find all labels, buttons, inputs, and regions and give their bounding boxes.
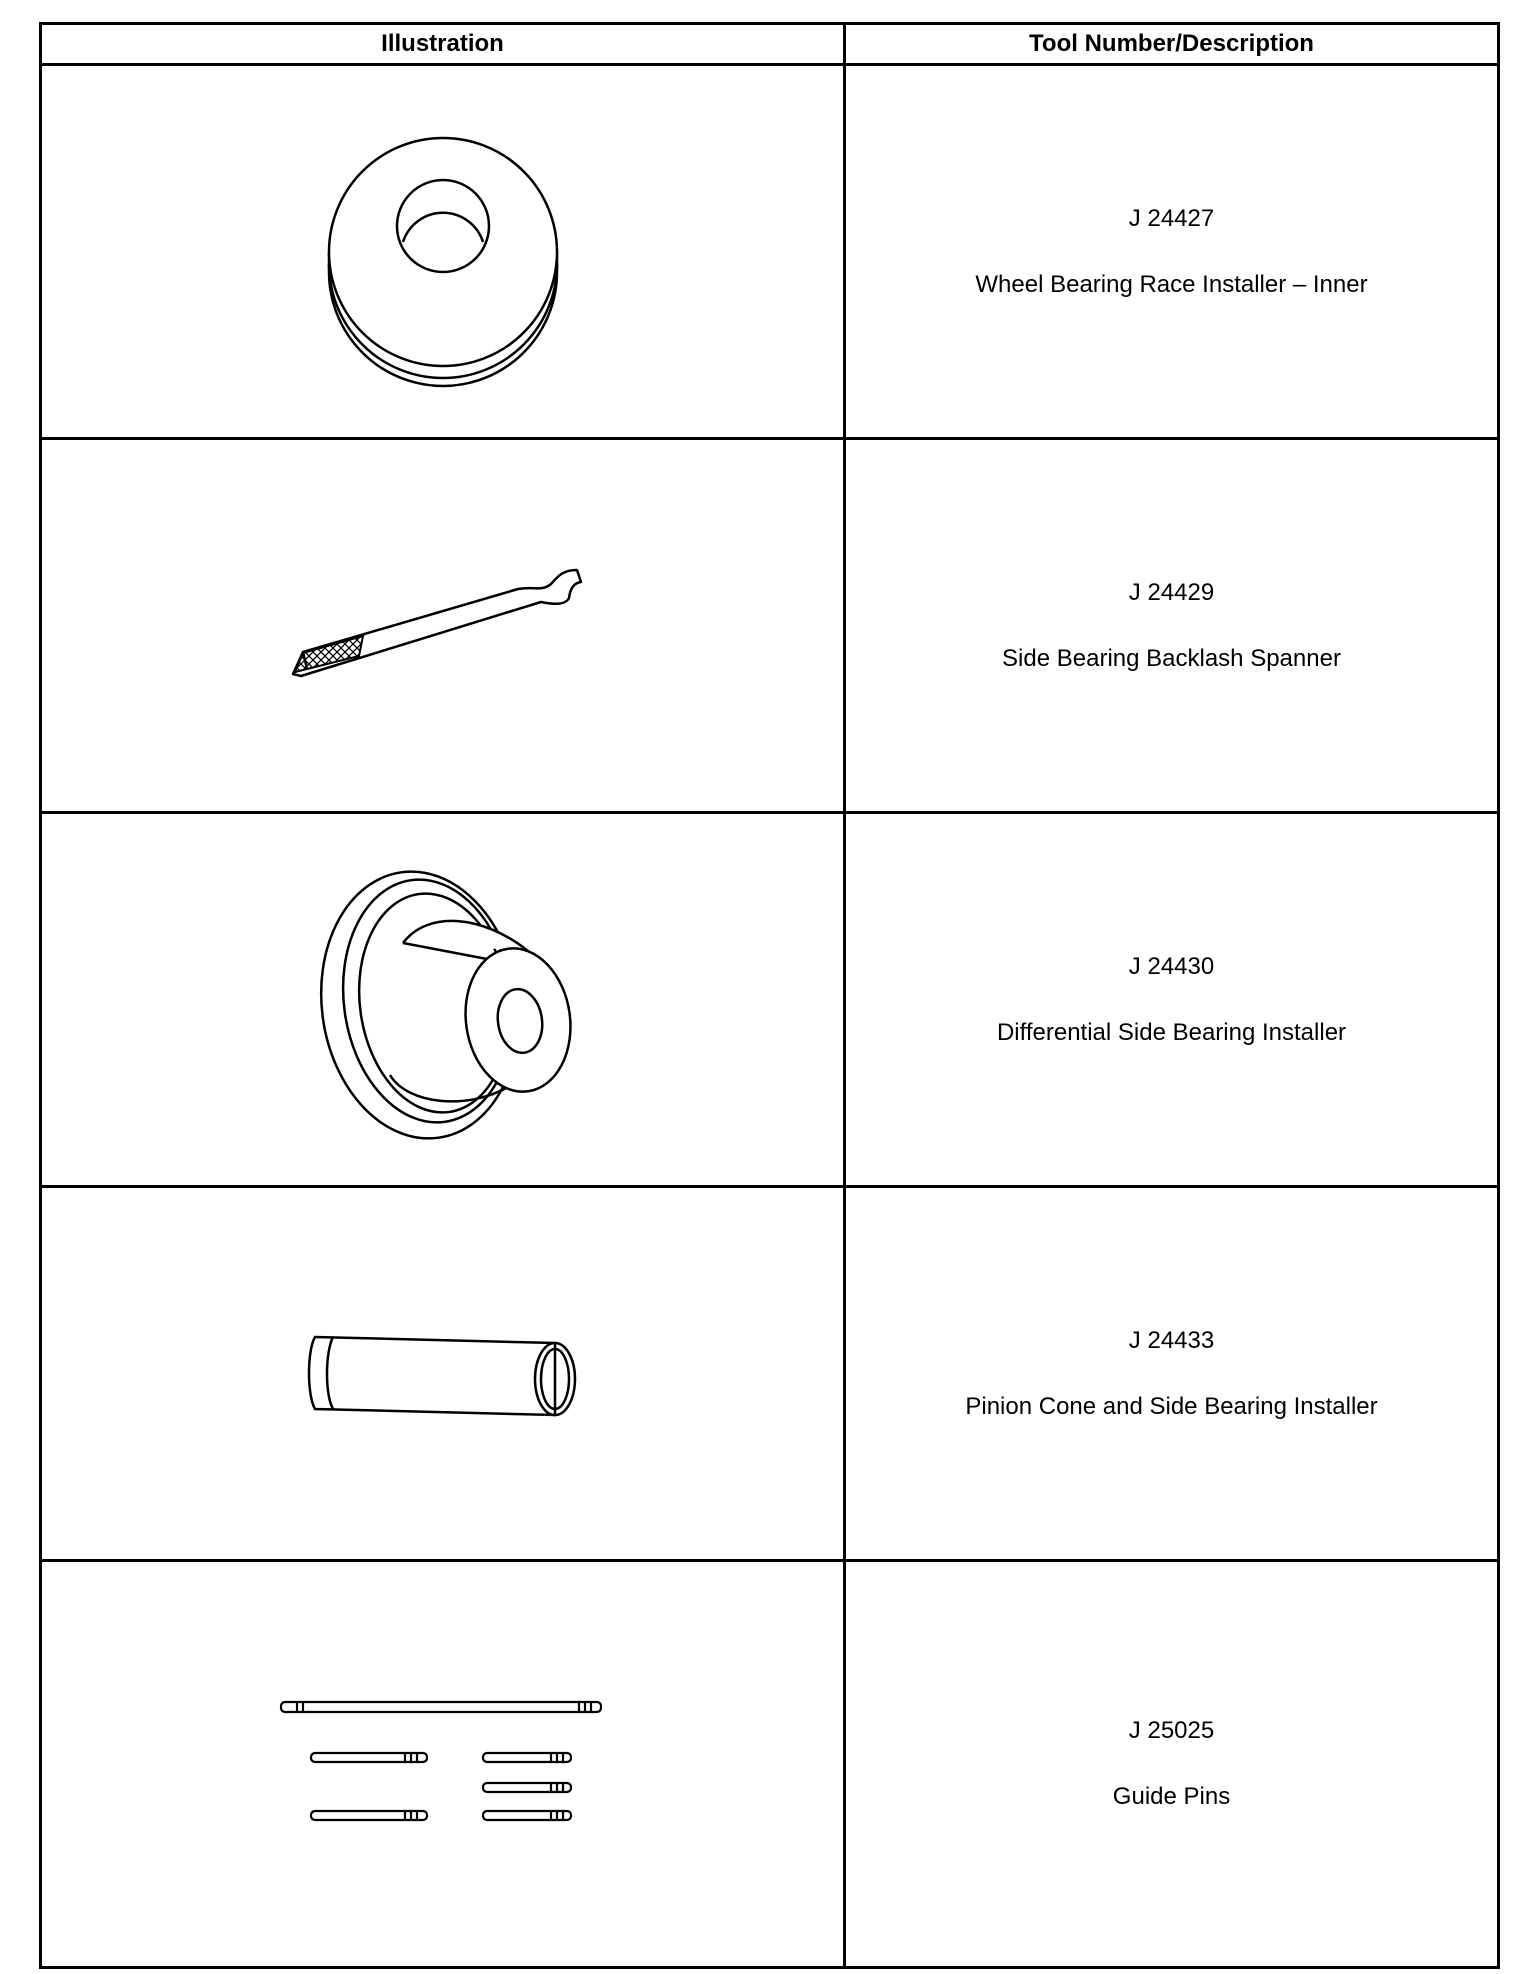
illustration-cell <box>41 813 845 1187</box>
illustration-cell <box>41 1561 845 1968</box>
race-installer-icon <box>303 102 583 402</box>
table-row <box>41 1561 1499 1968</box>
illustration-cell <box>41 65 845 439</box>
header-row <box>41 24 1499 65</box>
tool-table <box>39 22 1500 1969</box>
header-tool-description: Tool Number/Description <box>845 24 1499 65</box>
tool-description: Differential Side Bearing Installer <box>996 1018 1347 1046</box>
tool-description: Side Bearing Backlash Spanner <box>1002 644 1341 672</box>
header-illustration: Illustration <box>41 24 845 65</box>
spanner-icon <box>273 556 613 696</box>
tool-number: J 24433 <box>1128 1326 1215 1354</box>
description-cell <box>845 439 1499 813</box>
description-cell <box>845 65 1499 439</box>
tool-description: Wheel Bearing Race Installer – Inner <box>975 270 1368 298</box>
illustration-cell <box>41 439 845 813</box>
description-cell <box>845 1561 1499 1968</box>
illustration-cell <box>41 1187 845 1561</box>
tool-number: J 24429 <box>1128 578 1215 606</box>
tool-number: J 25025 <box>1128 1717 1215 1744</box>
table-row <box>41 65 1499 439</box>
table-row <box>41 439 1499 813</box>
guide-pins-icon <box>273 1689 613 1839</box>
description-cell <box>845 1187 1499 1561</box>
description-cell <box>845 813 1499 1187</box>
bearing-installer-icon <box>308 855 578 1145</box>
table-row <box>41 813 1499 1187</box>
tool-description: Pinion Cone and Side Bearing Installer <box>965 1392 1378 1420</box>
tool-number: J 24427 <box>1128 204 1215 232</box>
tool-number: J 24430 <box>1128 952 1215 980</box>
tool-description: Guide Pins <box>1112 1783 1231 1810</box>
tube-installer-icon <box>293 1319 593 1429</box>
table-row <box>41 1187 1499 1561</box>
